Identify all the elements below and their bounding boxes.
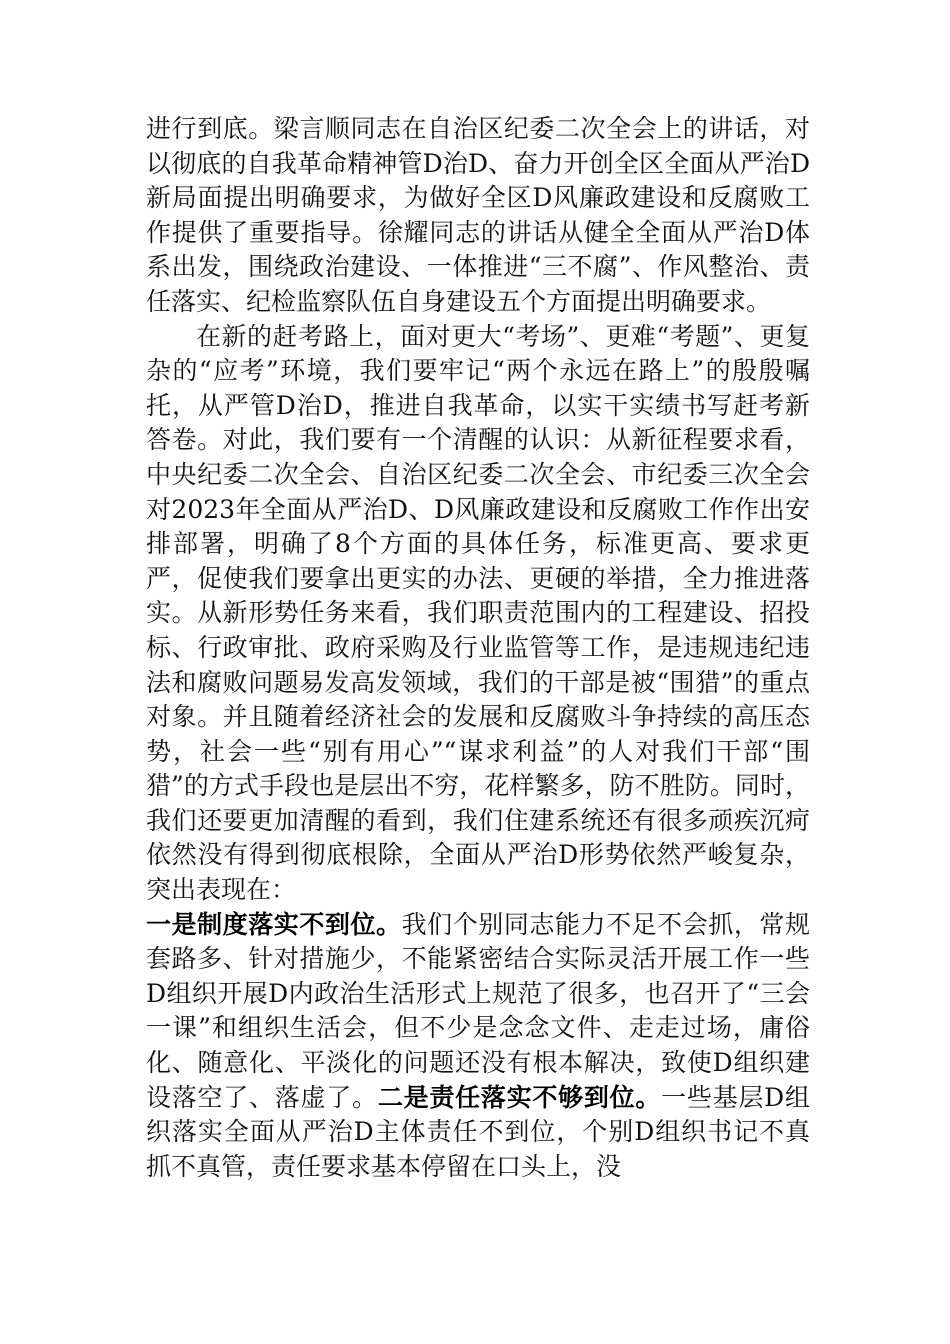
paragraph-3-heading-2: 二是责任落实不够到位。: [377, 1082, 662, 1112]
paragraph-3-heading: 一是制度落实不到位。: [146, 909, 402, 939]
paragraph-1: 进行到底。梁言顺同志在自治区纪委二次全会上的讲话，对以彻底的自我革命精神管D治D、奋力开创全区全面从严治D新局面提出明确要求，为做好全区D风廉政建设和反腐败工作提供了重要指导。徐耀同志的讲话从健全全面从严治D体系出发，围绕政治建设、一体推进“三不腐”、作风整治、责任落实、纪检监察队伍自身建设五个方面提出明确要求。: [146, 114, 810, 316]
paragraph-3-body-2: 一些基层D组织落实全面从严治D主体责任不到位，个别D组织书记不真抓不真管，责任要求基本停留在口头上，没: [146, 1082, 810, 1181]
document-body: [146, 112, 810, 1184]
paragraph-2: 在新的赶考路上，面对更大“考场”、更难“考题”、更复杂的“应考”环境，我们要牢记“两个永远在路上”的殷殷嘱托，从严管D治D，推进自我革命，以实干实绩书写赶考新答卷。对此，我们要有一个清醒的认识：从新征程要求看，中央纪委二次全会、自治区纪委二次全会、市纪委三次全会对2023年全面从严治D、D风廉政建设和反腐败工作作出安排部署，明确了8个方面的具体任务，标准更高、要求更严，促使我们要拿出更实的办法、更硬的举措，全力推进落实。从新形势任务来看，我们职责范围内的工程建设、招投标、行政审批、政府采购及行业监管等工作，是违规违纪违法和腐败问题易发高发领域，我们的干部是被“围猎”的重点对象。并且随着经济社会的发展和反腐败斗争持续的高压态势，社会一些“别有用心”“谋求利益”的人对我们干部“围猎”的方式手段也是层出不穷，花样繁多，防不胜防。同时，我们还要更加清醒的看到，我们住建系统还有很多顽疾沉疴依然没有得到彻底根除，全面从严治D形势依然严峻复杂，突出表现在：: [146, 321, 811, 905]
paragraph-3: [146, 908, 810, 1185]
paragraph-3-body: 我们个别同志能力不足不会抓，常规套路多、针对措施少，不能紧密结合实际灵活开展工作一些D组织开展D内政治生活形式上规范了很多，也召开了“三会一课”和组织生活会，但不少是念念文件、走走过场，庸俗化、随意化、平淡化的问题还没有根本解决，致使D组织建设落空了、落虚了。: [146, 909, 810, 1112]
